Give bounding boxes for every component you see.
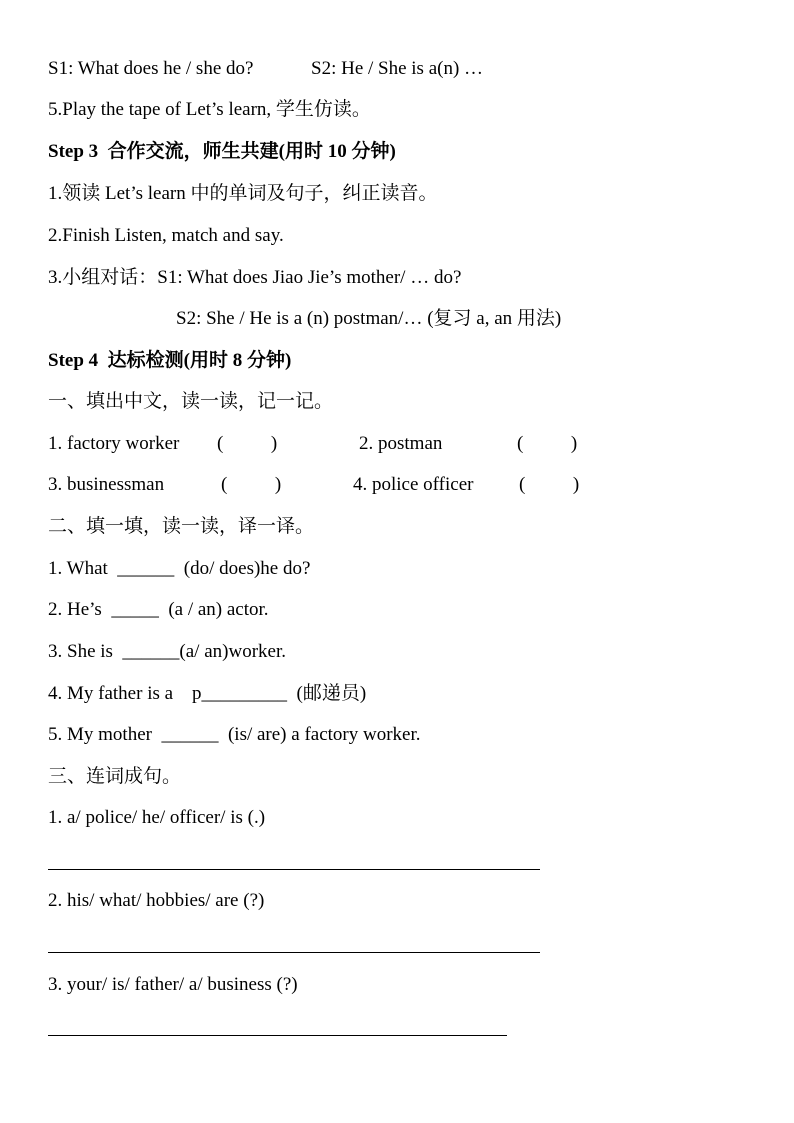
step3-item-1: 1.领读 Let’s learn 中的单词及句子，纠正读音。 bbox=[48, 183, 438, 204]
answer-line-3 bbox=[48, 1035, 507, 1036]
vocab-item-factory-worker: 1. factory worker bbox=[48, 433, 180, 454]
instruction-play-tape: 5.Play the tape of Let’s learn, 学生仿读。 bbox=[48, 99, 371, 120]
fill-item-1: 1. What ______ (do/ does)he do? bbox=[48, 558, 311, 579]
word-order-item-3: 3. your/ is/ father/ a/ business (?) bbox=[48, 974, 298, 995]
section3-heading: 三、连词成句。 bbox=[48, 766, 182, 787]
word-order-item-1: 1. a/ police/ he/ officer/ is (.) bbox=[48, 807, 266, 828]
vocab-blank-4: ( ) bbox=[519, 474, 580, 495]
step4-heading: Step 4 达标检测(用时 8 分钟) bbox=[48, 350, 292, 371]
step3-item-3: 3.小组对话：S1: What does Jiao Jie’s mother/ … do? bbox=[48, 267, 462, 288]
dialogue-s1: S1: What does he / she do? bbox=[48, 58, 254, 79]
section1-heading: 一、填出中文，读一读，记一记。 bbox=[48, 391, 334, 412]
vocab-blank-1: ( ) bbox=[217, 433, 278, 454]
step3-heading: Step 3 合作交流，师生共建(用时 10 分钟) bbox=[48, 141, 396, 162]
step3-item-3-answer: S2: She / He is a (n) postman/… (复习 a, an 用法) bbox=[176, 308, 562, 329]
answer-line-2 bbox=[48, 952, 540, 953]
vocab-item-businessman: 3. businessman bbox=[48, 474, 165, 495]
vocab-item-police-officer: 4. police officer bbox=[353, 474, 474, 495]
answer-line-1 bbox=[48, 869, 540, 870]
fill-item-4: 4. My father is a p_________ (邮递员) bbox=[48, 683, 367, 704]
section2-heading: 二、填一填，读一读，译一译。 bbox=[48, 516, 315, 537]
word-order-item-2: 2. his/ what/ hobbies/ are (?) bbox=[48, 890, 265, 911]
vocab-item-postman: 2. postman bbox=[359, 433, 443, 454]
dialogue-s2: S2: He / She is a(n) … bbox=[311, 58, 484, 79]
vocab-blank-2: ( ) bbox=[517, 433, 578, 454]
step3-item-2: 2.Finish Listen, match and say. bbox=[48, 225, 284, 246]
fill-item-2: 2. He’s _____ (a / an) actor. bbox=[48, 599, 269, 620]
fill-item-3: 3. She is ______(a/ an)worker. bbox=[48, 641, 286, 662]
fill-item-5: 5. My mother ______ (is/ are) a factory worker. bbox=[48, 724, 421, 745]
vocab-blank-3: ( ) bbox=[221, 474, 282, 495]
